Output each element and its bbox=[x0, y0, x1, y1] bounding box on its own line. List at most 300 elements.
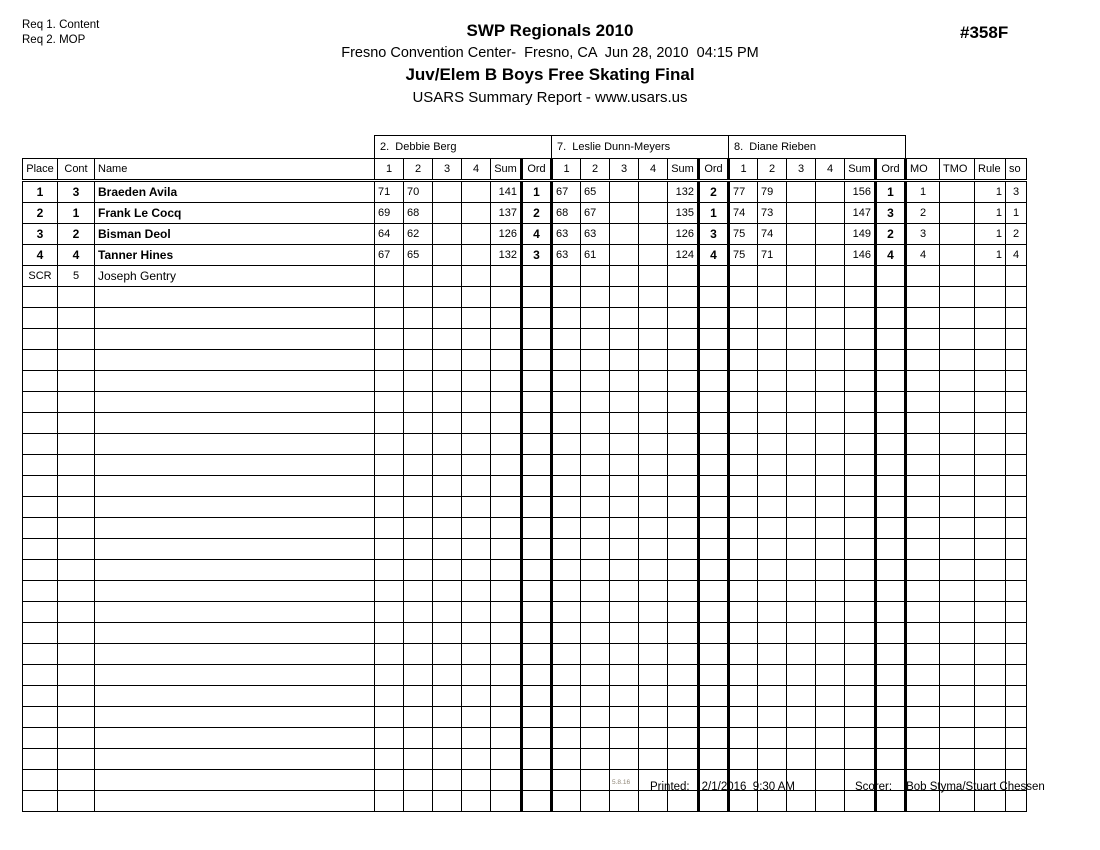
ord-cell bbox=[876, 644, 906, 665]
req-line-1: Req 1. Content bbox=[22, 19, 100, 31]
skater-row bbox=[23, 245, 1027, 266]
score-cell bbox=[404, 749, 433, 770]
score-cell bbox=[552, 707, 581, 728]
score-cell bbox=[816, 329, 845, 350]
score-cell bbox=[552, 287, 581, 308]
score-cell bbox=[758, 308, 787, 329]
so-cell bbox=[1006, 686, 1027, 707]
score-cell bbox=[375, 539, 404, 560]
name-cell: Joseph Gentry bbox=[95, 266, 375, 287]
so-cell bbox=[1006, 791, 1027, 812]
sum-cell bbox=[845, 497, 876, 518]
printed-value: 2/1/2016 9:30 AM bbox=[701, 781, 795, 793]
ord-cell bbox=[876, 497, 906, 518]
score-cell bbox=[816, 623, 845, 644]
score-cell bbox=[758, 665, 787, 686]
tmo-cell bbox=[940, 371, 975, 392]
so-cell bbox=[1006, 749, 1027, 770]
printed-label: Printed: bbox=[650, 781, 690, 793]
so-cell bbox=[1006, 476, 1027, 497]
score-cell bbox=[639, 224, 668, 245]
name-cell bbox=[95, 497, 375, 518]
score-cell bbox=[552, 623, 581, 644]
score-cell bbox=[375, 686, 404, 707]
score-cell bbox=[581, 539, 610, 560]
score-cell bbox=[729, 308, 758, 329]
score-cell bbox=[729, 455, 758, 476]
score-cell bbox=[404, 350, 433, 371]
sum-cell bbox=[668, 602, 699, 623]
score-cell bbox=[610, 455, 639, 476]
scorer-line bbox=[855, 781, 1045, 793]
place-cell bbox=[23, 413, 58, 434]
score-cell bbox=[375, 560, 404, 581]
sum-cell bbox=[845, 371, 876, 392]
score-cell bbox=[375, 581, 404, 602]
tmo-cell bbox=[940, 266, 975, 287]
name-cell bbox=[95, 455, 375, 476]
score-cell bbox=[816, 371, 845, 392]
score-cell bbox=[639, 749, 668, 770]
so-cell bbox=[1006, 329, 1027, 350]
ord-cell bbox=[699, 665, 729, 686]
score-cell bbox=[816, 308, 845, 329]
score-cell bbox=[404, 287, 433, 308]
tmo-cell bbox=[940, 602, 975, 623]
score-cell bbox=[433, 749, 462, 770]
score-cell bbox=[816, 749, 845, 770]
sum-cell bbox=[845, 476, 876, 497]
ord-cell bbox=[522, 623, 552, 644]
empty-row bbox=[23, 371, 1027, 392]
place-cell bbox=[23, 707, 58, 728]
score-cell bbox=[375, 644, 404, 665]
ord-cell bbox=[876, 602, 906, 623]
col-header: 4 bbox=[816, 159, 845, 181]
sum-cell bbox=[845, 728, 876, 749]
tmo-cell bbox=[940, 434, 975, 455]
sum-cell bbox=[845, 287, 876, 308]
ord-cell bbox=[876, 791, 906, 812]
score-cell bbox=[758, 455, 787, 476]
score-cell bbox=[787, 497, 816, 518]
so-cell bbox=[1006, 308, 1027, 329]
score-cell bbox=[433, 371, 462, 392]
sum-cell bbox=[668, 371, 699, 392]
tmo-cell bbox=[940, 245, 975, 266]
tmo-cell bbox=[940, 707, 975, 728]
tmo-cell bbox=[940, 518, 975, 539]
ord-cell bbox=[876, 518, 906, 539]
score-cell bbox=[729, 602, 758, 623]
name-cell bbox=[95, 413, 375, 434]
score-cell bbox=[581, 329, 610, 350]
col-header: 1 bbox=[375, 159, 404, 181]
score-cell bbox=[816, 728, 845, 749]
score-cell bbox=[758, 287, 787, 308]
score-cell bbox=[404, 602, 433, 623]
ord-cell bbox=[699, 413, 729, 434]
empty-row bbox=[23, 518, 1027, 539]
sum-cell bbox=[491, 560, 522, 581]
rule-cell bbox=[975, 371, 1006, 392]
score-cell bbox=[639, 266, 668, 287]
ord-cell: 1 bbox=[522, 181, 552, 203]
score-cell bbox=[610, 266, 639, 287]
score-cell: 75 bbox=[729, 245, 758, 266]
sum-cell bbox=[491, 539, 522, 560]
sum-cell bbox=[491, 728, 522, 749]
so-cell bbox=[1006, 602, 1027, 623]
cont-cell bbox=[58, 665, 95, 686]
ord-cell bbox=[522, 413, 552, 434]
score-cell bbox=[758, 623, 787, 644]
sum-cell bbox=[491, 749, 522, 770]
empty-row bbox=[23, 749, 1027, 770]
mo-cell bbox=[906, 602, 940, 623]
score-cell bbox=[404, 560, 433, 581]
tmo-cell bbox=[940, 476, 975, 497]
place-cell bbox=[23, 350, 58, 371]
score-cell bbox=[433, 518, 462, 539]
ord-cell bbox=[876, 623, 906, 644]
place-cell: 4 bbox=[23, 245, 58, 266]
score-cell bbox=[552, 602, 581, 623]
tmo-cell bbox=[940, 665, 975, 686]
place-cell bbox=[23, 728, 58, 749]
name-cell bbox=[95, 791, 375, 812]
rule-cell bbox=[975, 266, 1006, 287]
place-cell bbox=[23, 581, 58, 602]
score-cell bbox=[404, 455, 433, 476]
cont-cell bbox=[58, 350, 95, 371]
score-cell bbox=[462, 623, 491, 644]
score-cell bbox=[375, 602, 404, 623]
score-cell: 71 bbox=[758, 245, 787, 266]
sum-cell bbox=[668, 476, 699, 497]
score-cell bbox=[404, 707, 433, 728]
score-cell bbox=[610, 560, 639, 581]
score-cell bbox=[581, 791, 610, 812]
sum-cell bbox=[845, 434, 876, 455]
score-cell bbox=[433, 770, 462, 791]
col-header: Rule bbox=[975, 159, 1006, 181]
score-cell bbox=[787, 203, 816, 224]
ord-cell: 2 bbox=[699, 181, 729, 203]
sum-cell: 124 bbox=[668, 245, 699, 266]
summary-table bbox=[22, 135, 1027, 812]
tmo-cell bbox=[940, 728, 975, 749]
score-cell: 75 bbox=[729, 224, 758, 245]
ord-cell bbox=[699, 497, 729, 518]
score-cell bbox=[581, 686, 610, 707]
score-cell bbox=[610, 329, 639, 350]
ord-cell bbox=[699, 371, 729, 392]
score-cell bbox=[639, 623, 668, 644]
score-cell bbox=[462, 518, 491, 539]
score-cell bbox=[758, 686, 787, 707]
ord-cell bbox=[876, 581, 906, 602]
score-cell bbox=[787, 476, 816, 497]
score-cell bbox=[433, 581, 462, 602]
mo-cell bbox=[906, 497, 940, 518]
score-cell bbox=[552, 791, 581, 812]
score-cell bbox=[433, 665, 462, 686]
score-cell bbox=[581, 518, 610, 539]
score-cell bbox=[610, 728, 639, 749]
event-title: Juv/Elem B Boys Free Skating Final bbox=[405, 65, 695, 84]
col-header: 1 bbox=[729, 159, 758, 181]
score-cell bbox=[610, 749, 639, 770]
score-cell bbox=[758, 581, 787, 602]
score-cell bbox=[433, 602, 462, 623]
score-cell bbox=[552, 266, 581, 287]
score-cell bbox=[758, 602, 787, 623]
mo-cell bbox=[906, 539, 940, 560]
col-header: 3 bbox=[787, 159, 816, 181]
ord-cell bbox=[522, 434, 552, 455]
score-cell bbox=[816, 413, 845, 434]
score-cell bbox=[433, 455, 462, 476]
col-header: Place bbox=[23, 159, 58, 181]
skater-row bbox=[23, 203, 1027, 224]
score-cell bbox=[639, 644, 668, 665]
score-cell bbox=[462, 770, 491, 791]
mo-cell: 1 bbox=[906, 181, 940, 203]
name-cell bbox=[95, 518, 375, 539]
ord-cell bbox=[699, 266, 729, 287]
cont-cell: 3 bbox=[58, 181, 95, 203]
empty-row bbox=[23, 707, 1027, 728]
ord-cell: 3 bbox=[699, 224, 729, 245]
score-cell bbox=[758, 371, 787, 392]
score-cell bbox=[462, 392, 491, 413]
score-cell bbox=[639, 350, 668, 371]
sum-cell bbox=[845, 266, 876, 287]
score-cell bbox=[552, 665, 581, 686]
score-cell bbox=[462, 665, 491, 686]
name-cell bbox=[95, 749, 375, 770]
score-cell bbox=[816, 224, 845, 245]
mo-cell bbox=[906, 287, 940, 308]
col-header: 4 bbox=[639, 159, 668, 181]
score-cell bbox=[610, 686, 639, 707]
score-cell bbox=[787, 434, 816, 455]
sum-cell bbox=[668, 686, 699, 707]
sum-cell bbox=[491, 371, 522, 392]
empty-row bbox=[23, 287, 1027, 308]
score-cell bbox=[462, 476, 491, 497]
col-header: so bbox=[1006, 159, 1027, 181]
cont-cell: 4 bbox=[58, 245, 95, 266]
mo-cell: 4 bbox=[906, 245, 940, 266]
sum-cell bbox=[491, 350, 522, 371]
sum-cell bbox=[668, 434, 699, 455]
empty-row bbox=[23, 791, 1027, 812]
score-cell bbox=[462, 728, 491, 749]
score-cell bbox=[581, 665, 610, 686]
place-cell bbox=[23, 539, 58, 560]
score-cell bbox=[639, 707, 668, 728]
score-cell bbox=[462, 371, 491, 392]
col-header: Sum bbox=[491, 159, 522, 181]
page-title: SWP Regionals 2010 bbox=[466, 21, 634, 40]
mo-cell bbox=[906, 350, 940, 371]
mo-cell bbox=[906, 623, 940, 644]
table-spacer-right bbox=[906, 136, 1027, 159]
score-cell bbox=[581, 728, 610, 749]
ord-cell bbox=[522, 266, 552, 287]
score-cell bbox=[462, 434, 491, 455]
cont-cell bbox=[58, 770, 95, 791]
score-cell bbox=[610, 181, 639, 203]
rule-cell bbox=[975, 623, 1006, 644]
cont-cell: 2 bbox=[58, 224, 95, 245]
score-cell bbox=[639, 602, 668, 623]
score-cell bbox=[816, 476, 845, 497]
mo-cell bbox=[906, 560, 940, 581]
sum-cell bbox=[491, 455, 522, 476]
rule-cell bbox=[975, 707, 1006, 728]
score-cell bbox=[787, 350, 816, 371]
sum-cell bbox=[668, 413, 699, 434]
score-cell bbox=[552, 497, 581, 518]
mo-cell bbox=[906, 791, 940, 812]
mo-cell bbox=[906, 329, 940, 350]
ord-cell bbox=[699, 623, 729, 644]
place-cell bbox=[23, 686, 58, 707]
name-cell bbox=[95, 371, 375, 392]
score-cell bbox=[639, 581, 668, 602]
sum-cell: 149 bbox=[845, 224, 876, 245]
judge-header: 8. Diane Rieben bbox=[729, 136, 906, 159]
ord-cell bbox=[876, 728, 906, 749]
sum-cell bbox=[668, 623, 699, 644]
cont-cell bbox=[58, 728, 95, 749]
ord-cell bbox=[876, 392, 906, 413]
empty-row bbox=[23, 350, 1027, 371]
score-cell bbox=[729, 266, 758, 287]
score-cell bbox=[610, 707, 639, 728]
score-cell bbox=[610, 245, 639, 266]
score-cell bbox=[404, 308, 433, 329]
score-cell bbox=[433, 791, 462, 812]
score-cell bbox=[787, 623, 816, 644]
score-cell bbox=[816, 791, 845, 812]
score-cell bbox=[552, 308, 581, 329]
place-cell bbox=[23, 371, 58, 392]
cont-cell bbox=[58, 434, 95, 455]
score-cell bbox=[729, 371, 758, 392]
sum-cell bbox=[845, 644, 876, 665]
score-cell bbox=[787, 686, 816, 707]
name-cell bbox=[95, 434, 375, 455]
score-cell bbox=[816, 707, 845, 728]
ord-cell bbox=[522, 770, 552, 791]
sum-cell: 141 bbox=[491, 181, 522, 203]
score-cell bbox=[787, 644, 816, 665]
name-cell bbox=[95, 644, 375, 665]
ord-cell bbox=[522, 791, 552, 812]
score-cell bbox=[610, 476, 639, 497]
tmo-cell bbox=[940, 392, 975, 413]
score-cell bbox=[581, 287, 610, 308]
empty-row bbox=[23, 455, 1027, 476]
score-cell: 74 bbox=[729, 203, 758, 224]
score-cell bbox=[787, 749, 816, 770]
sum-cell bbox=[668, 665, 699, 686]
sum-cell bbox=[668, 329, 699, 350]
score-cell bbox=[639, 245, 668, 266]
score-cell bbox=[816, 245, 845, 266]
score-cell bbox=[581, 350, 610, 371]
name-cell: Tanner Hines bbox=[95, 245, 375, 266]
ord-cell bbox=[699, 392, 729, 413]
col-header: Ord bbox=[876, 159, 906, 181]
score-cell bbox=[816, 181, 845, 203]
empty-row bbox=[23, 728, 1027, 749]
so-cell: 4 bbox=[1006, 245, 1027, 266]
score-cell bbox=[758, 476, 787, 497]
score-cell bbox=[729, 623, 758, 644]
score-cell bbox=[639, 287, 668, 308]
mo-cell bbox=[906, 476, 940, 497]
sum-cell bbox=[491, 434, 522, 455]
tmo-cell bbox=[940, 455, 975, 476]
score-cell bbox=[462, 749, 491, 770]
col-header: 1 bbox=[552, 159, 581, 181]
score-cell bbox=[375, 392, 404, 413]
score-cell bbox=[552, 392, 581, 413]
score-cell bbox=[610, 581, 639, 602]
score-cell bbox=[729, 287, 758, 308]
ord-cell bbox=[699, 686, 729, 707]
score-cell bbox=[639, 518, 668, 539]
cont-cell bbox=[58, 686, 95, 707]
score-cell bbox=[610, 287, 639, 308]
ord-cell bbox=[522, 644, 552, 665]
ord-cell bbox=[699, 329, 729, 350]
score-cell bbox=[462, 581, 491, 602]
score-cell bbox=[375, 371, 404, 392]
score-cell bbox=[787, 245, 816, 266]
mo-cell bbox=[906, 686, 940, 707]
sum-cell bbox=[668, 392, 699, 413]
col-header: 2 bbox=[758, 159, 787, 181]
ord-cell: 3 bbox=[876, 203, 906, 224]
score-cell bbox=[404, 791, 433, 812]
ord-cell bbox=[876, 455, 906, 476]
score-cell bbox=[462, 791, 491, 812]
ord-cell: 4 bbox=[699, 245, 729, 266]
score-cell bbox=[610, 497, 639, 518]
cont-cell bbox=[58, 413, 95, 434]
ord-cell bbox=[699, 350, 729, 371]
sum-cell bbox=[668, 350, 699, 371]
score-cell bbox=[758, 329, 787, 350]
score-cell bbox=[581, 602, 610, 623]
cont-cell bbox=[58, 602, 95, 623]
score-cell bbox=[462, 602, 491, 623]
tmo-cell bbox=[940, 560, 975, 581]
score-cell bbox=[816, 287, 845, 308]
place-cell bbox=[23, 749, 58, 770]
empty-row bbox=[23, 413, 1027, 434]
score-cell bbox=[462, 497, 491, 518]
score-cell: 63 bbox=[552, 245, 581, 266]
score-cell bbox=[787, 413, 816, 434]
place-cell bbox=[23, 560, 58, 581]
